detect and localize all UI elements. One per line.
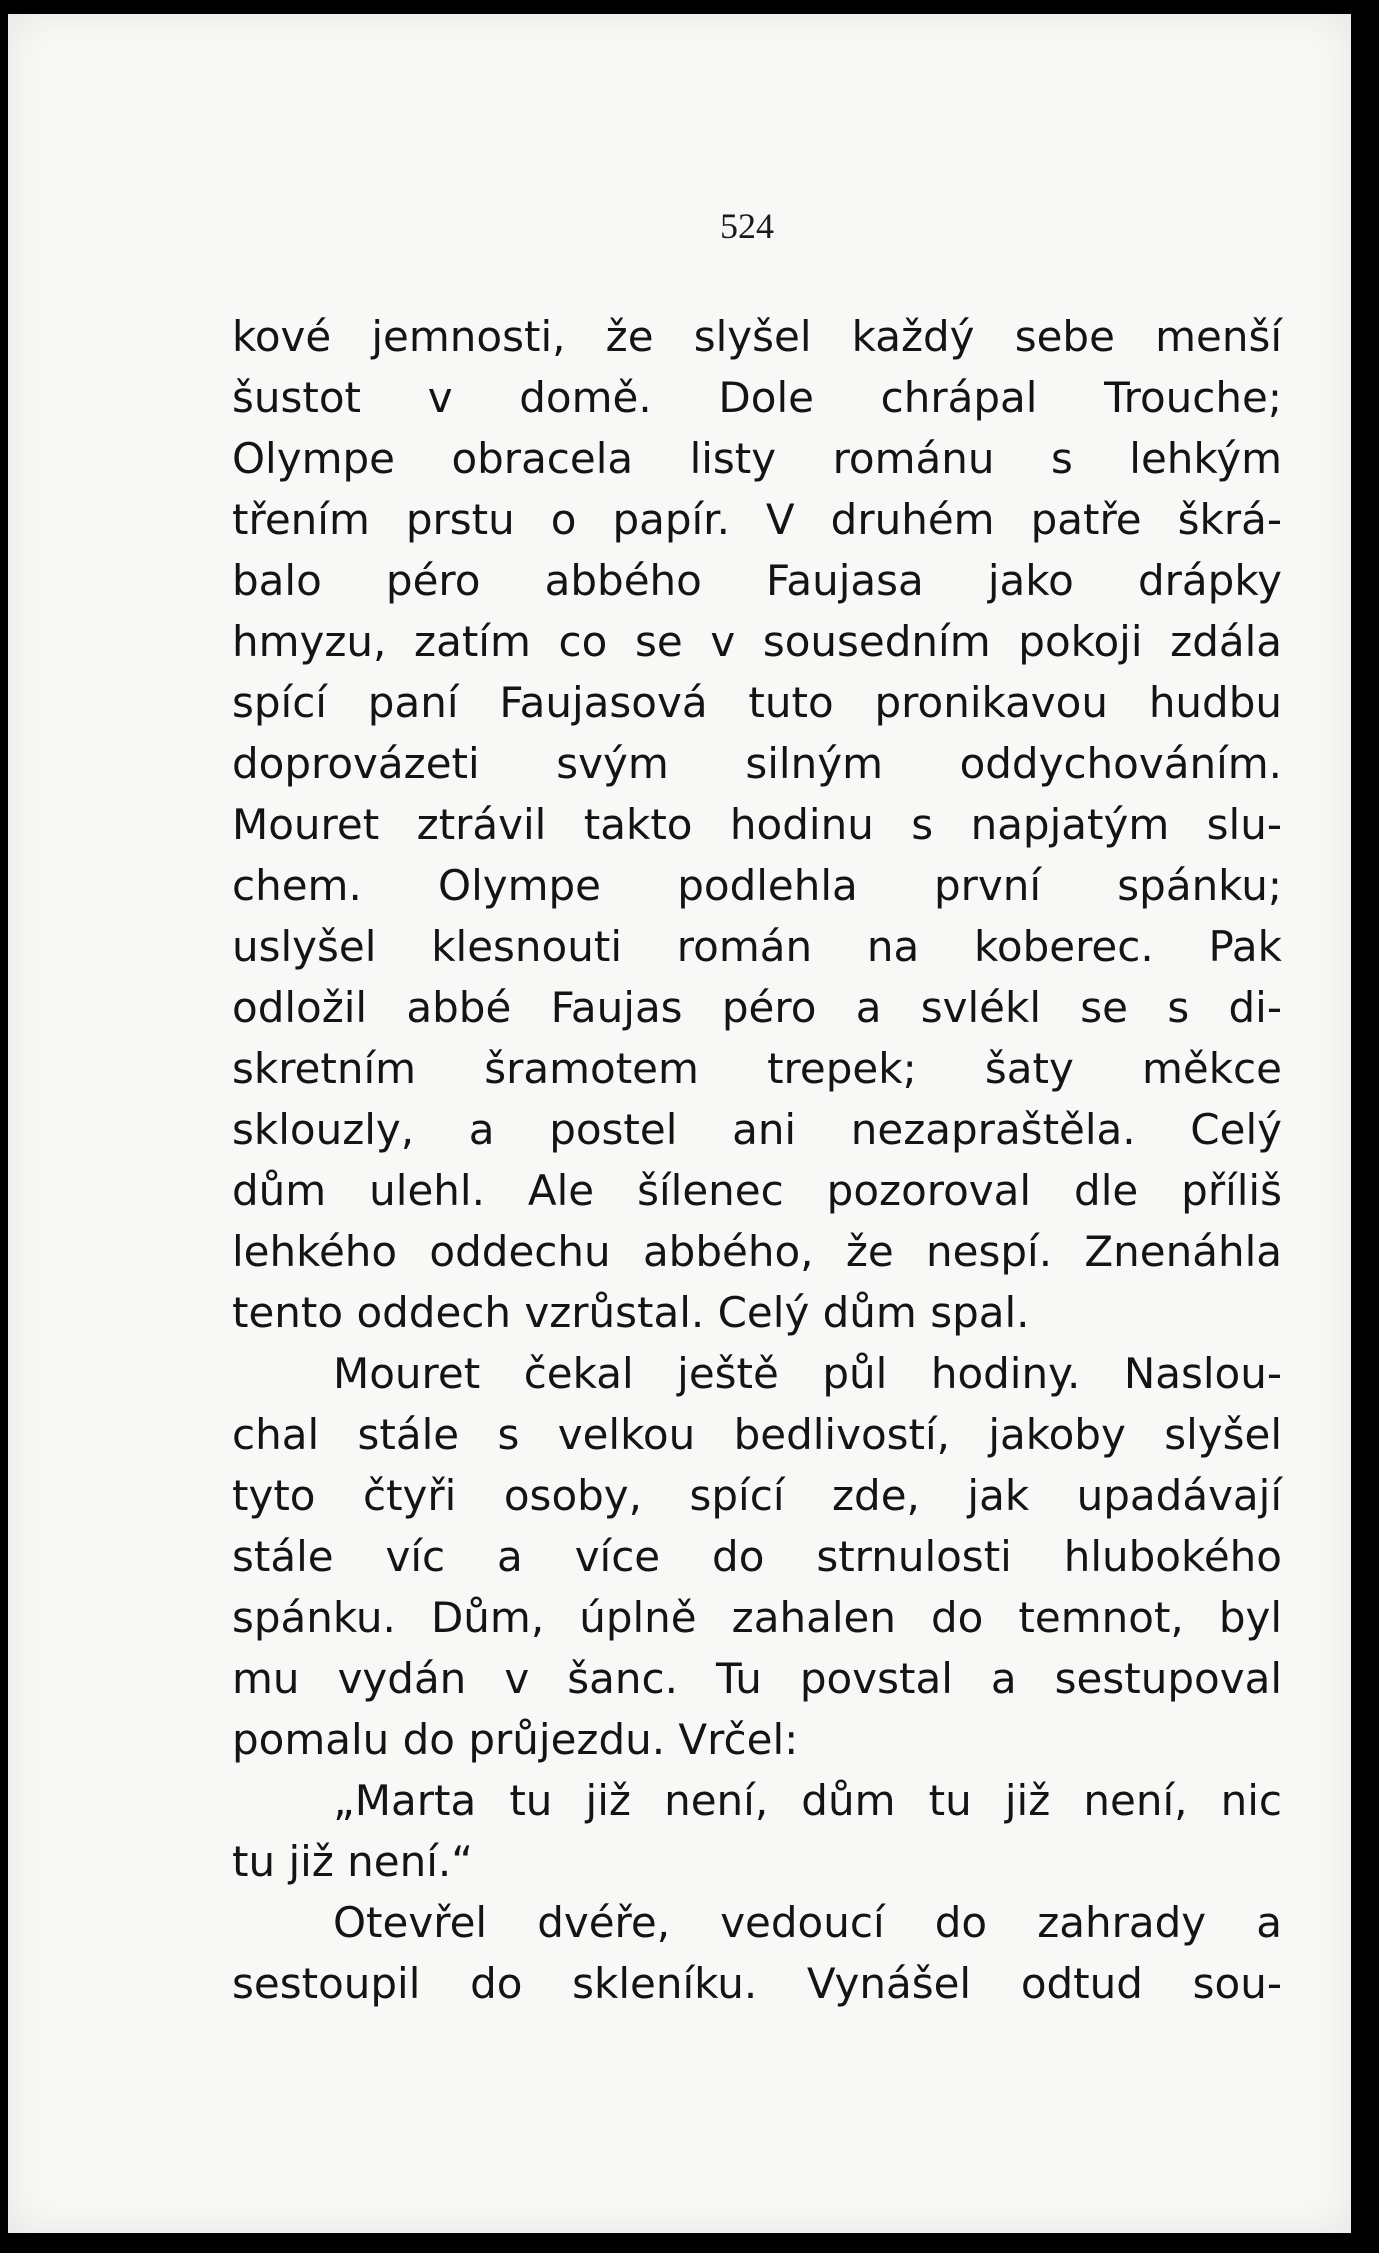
text-line: Olympe obracela listy románu s lehkým — [232, 434, 1282, 483]
text-line: sestoupil do skleníku. Vynášel odtud sou- — [232, 1959, 1282, 2008]
text-line: uslyšel klesnouti román na koberec. Pak — [232, 922, 1282, 971]
text-line: „Marta tu již není, dům tu již není, nic — [333, 1776, 1282, 1825]
page-number: 524 — [720, 206, 774, 246]
text-line: spící paní Faujasová tuto pronikavou hudbu — [232, 678, 1282, 727]
text-line: doprovázeti svým silným oddychováním. — [232, 739, 1282, 788]
text-line: Otevřel dvéře, vedoucí do zahrady a — [333, 1898, 1282, 1947]
text-line: sklouzly, a postel ani nezapraštěla. Celý — [232, 1105, 1282, 1154]
text-line: hmyzu, zatím co se v sousedním pokoji zdála — [232, 617, 1282, 666]
text-line: pomalu do průjezdu. Vrčel: — [232, 1715, 799, 1764]
text-line: třením prstu o papír. V druhém patře škrá- — [232, 495, 1282, 544]
text-line: kové jemnosti, že slyšel každý sebe menší — [232, 312, 1282, 361]
text-line: dům ulehl. Ale šílenec pozoroval dle příliš — [232, 1166, 1282, 1215]
text-line: lehkého oddechu abbého, že nespí. Znenáhla — [232, 1227, 1282, 1276]
text-line: Mouret čekal ještě půl hodiny. Naslou- — [333, 1349, 1282, 1398]
text-line: mu vydán v šanc. Tu povstal a sestupoval — [232, 1654, 1282, 1703]
text-line: spánku. Dům, úplně zahalen do temnot, byl — [232, 1593, 1282, 1642]
text-line: Mouret ztrávil takto hodinu s napjatým slu- — [232, 800, 1282, 849]
text-line: skretním šramotem trepek; šaty měkce — [232, 1044, 1282, 1093]
text-line: tento oddech vzrůstal. Celý dům spal. — [232, 1288, 1030, 1337]
text-line: šustot v domě. Dole chrápal Trouche; — [232, 373, 1282, 422]
text-line: tu již není.“ — [232, 1837, 474, 1886]
body-text — [232, 306, 1282, 2014]
text-line: stále víc a více do strnulosti hlubokého — [232, 1532, 1282, 1581]
text-line: balo péro abbého Faujasa jako drápky — [232, 556, 1282, 605]
text-line: chem. Olympe podlehla první spánku; — [232, 861, 1282, 910]
text-line: tyto čtyři osoby, spící zde, jak upadávají — [232, 1471, 1282, 1520]
text-line: chal stále s velkou bedlivostí, jakoby slyšel — [232, 1410, 1282, 1459]
text-line: odložil abbé Faujas péro a svlékl se s di- — [232, 983, 1282, 1032]
